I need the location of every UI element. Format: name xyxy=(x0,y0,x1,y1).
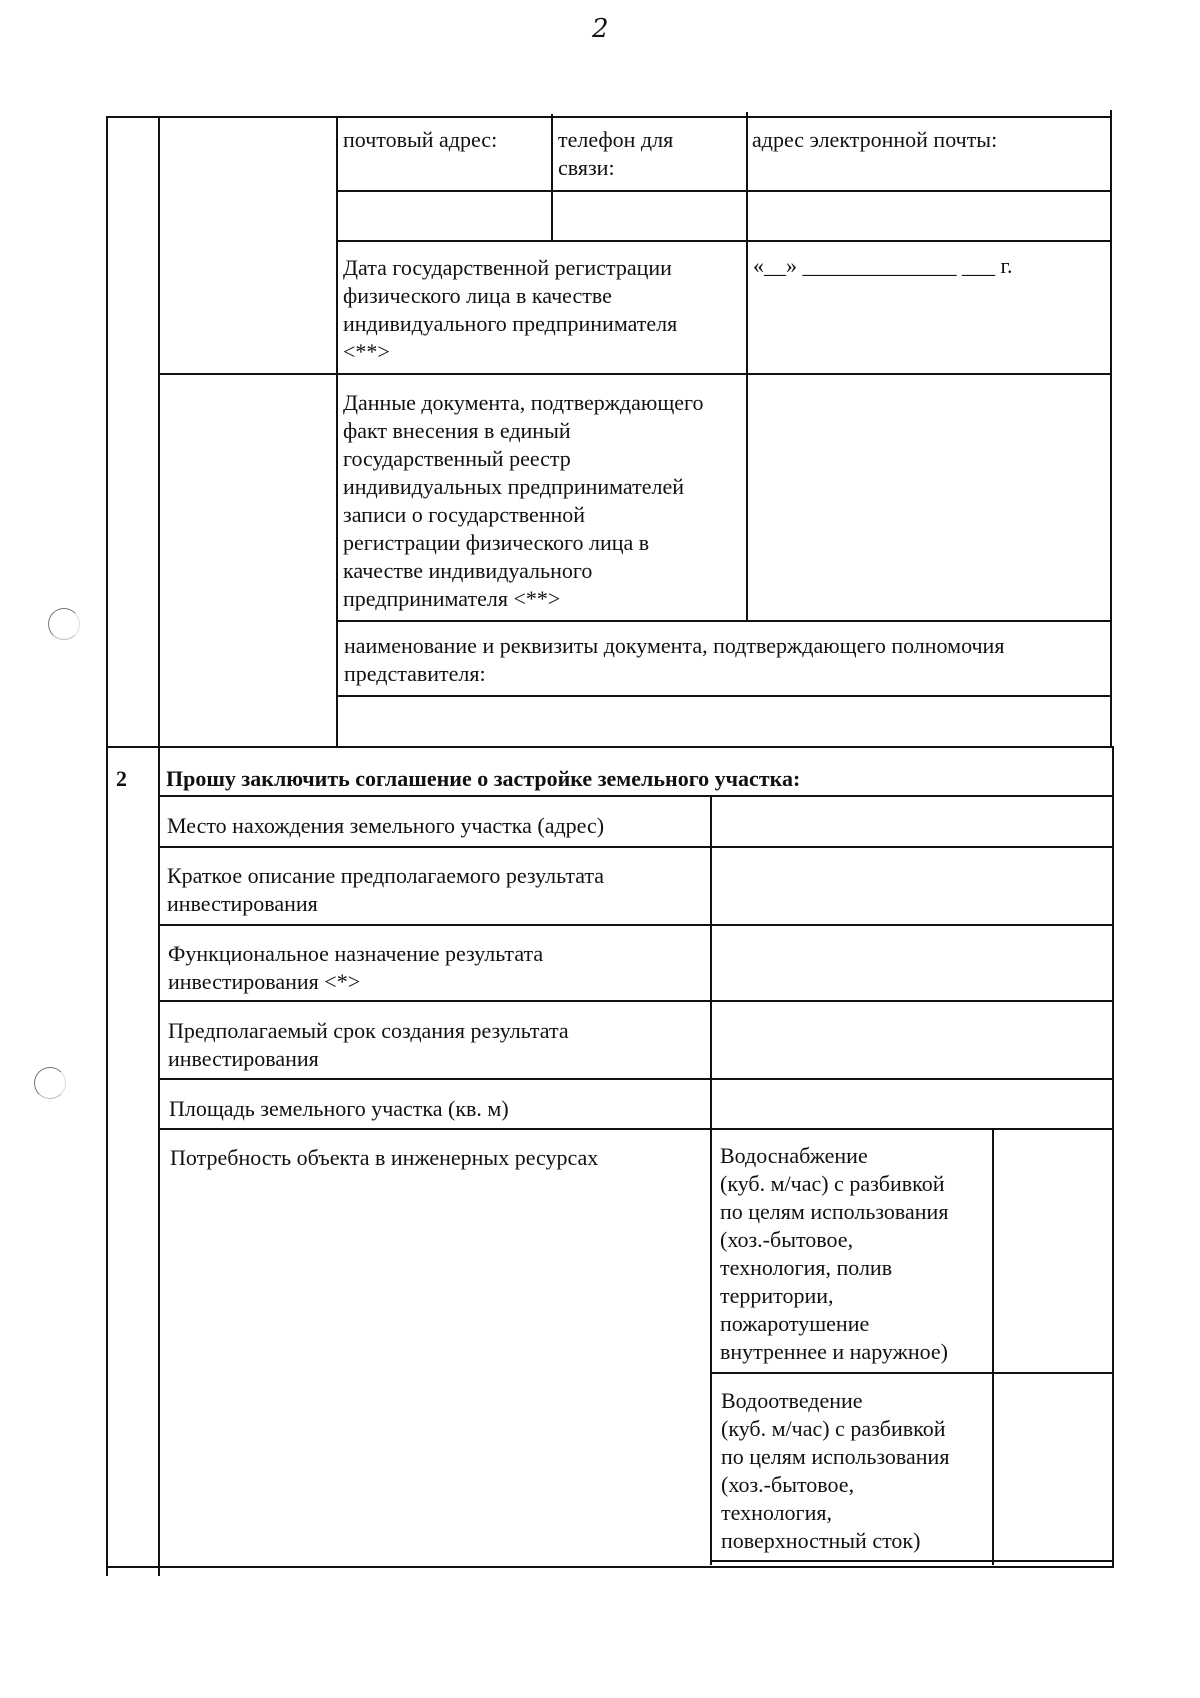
water-disposal-label xyxy=(721,1387,949,1555)
row-term-bottom xyxy=(158,1078,1114,1080)
border-left xyxy=(106,116,108,1576)
phone-label xyxy=(558,126,673,182)
border-col-phone xyxy=(551,114,553,240)
row-location-bottom xyxy=(158,846,1114,848)
registration-date-line: Дата государственной регистрации xyxy=(343,255,672,280)
border-col-value xyxy=(746,112,748,620)
row-description-line: Краткое описание предполагаемого результата xyxy=(167,863,605,888)
section2-title-bottom xyxy=(158,795,1114,797)
water-disposal-line: Водоотведение xyxy=(721,1388,863,1413)
section2-value-col xyxy=(710,795,712,1565)
water-supply-label xyxy=(720,1142,948,1366)
register-document-line: записи о государственной xyxy=(343,502,586,527)
water-supply-line: пожаротушение xyxy=(720,1311,870,1336)
postal-address-label: почтовый адрес: xyxy=(343,127,498,152)
registration-date-line: индивидуального предпринимателя xyxy=(343,311,678,336)
row-contact-divider xyxy=(336,190,1111,192)
border-right-top xyxy=(1110,110,1112,748)
border-bottom xyxy=(106,1566,1114,1568)
email-label: адрес электронной почты: xyxy=(752,127,998,152)
page-number: 2 xyxy=(592,14,609,44)
water-disposal-line: поверхностный сток) xyxy=(721,1528,921,1553)
row-location-label: Место нахождения земельного участка (адрес) xyxy=(167,813,605,838)
section2-number: 2 xyxy=(116,766,127,791)
section2-title: Прошу заключить соглашение о застройке земельного участка: xyxy=(166,766,801,791)
water-disposal-line: (куб. м/час) с разбивкой xyxy=(721,1416,946,1441)
resources-label: Потребность объекта в инженерных ресурсах xyxy=(170,1145,599,1170)
water-disposal-line: по целям использования xyxy=(721,1444,950,1469)
phone-label-line1: телефон для xyxy=(558,127,674,152)
section2-right xyxy=(1112,746,1114,1566)
water-supply-line: по целям использования xyxy=(720,1199,949,1224)
row-registration-bottom xyxy=(158,373,1111,375)
row-area-label: Площадь земельного участка (кв. м) xyxy=(169,1096,509,1121)
register-document-line: государственный реестр xyxy=(343,446,571,471)
register-document-line: факт внесения в единый xyxy=(343,418,571,443)
resources-value-col xyxy=(992,1128,994,1565)
row-description-line: инвестирования xyxy=(167,891,318,916)
row-function-label xyxy=(168,940,543,996)
water-supply-line: территории, xyxy=(720,1283,834,1308)
border-col-sub xyxy=(336,116,338,746)
water-supply-line: (куб. м/час) с разбивкой xyxy=(720,1171,945,1196)
register-document-line: индивидуальных предпринимателей xyxy=(343,474,684,499)
register-document-line: Данные документа, подтверждающего xyxy=(343,390,704,415)
row-area-bottom xyxy=(158,1128,1114,1130)
row-function-line: Функциональное назначение результата xyxy=(168,941,544,966)
row-function-bottom xyxy=(158,1000,1114,1002)
row-representative-divider xyxy=(336,695,1111,697)
representative-line: представителя: xyxy=(344,661,486,686)
water-supply-line: внутреннее и наружное) xyxy=(720,1339,948,1364)
border-top xyxy=(106,116,1111,118)
registration-date-line: <**> xyxy=(343,339,390,364)
representative-line: наименование и реквизиты документа, подтверждающего полномочия xyxy=(344,633,1005,658)
row-term-line: инвестирования xyxy=(168,1046,319,1071)
register-document-line: качестве индивидуального xyxy=(343,558,593,583)
row-function-line: инвестирования <*> xyxy=(168,969,361,994)
row-term-label xyxy=(168,1017,569,1073)
water-disposal-line: (хоз.-бытовое, xyxy=(721,1472,855,1497)
row-water-supply-bottom xyxy=(710,1372,1114,1374)
row-register-doc-bottom xyxy=(336,620,1111,622)
register-document-label xyxy=(343,389,704,613)
registration-date-template: «__» ______________ ___ г. xyxy=(753,253,1013,278)
water-supply-line: (хоз.-бытовое, xyxy=(720,1227,854,1252)
water-supply-line: Водоснабжение xyxy=(720,1143,868,1168)
row-description-bottom xyxy=(158,924,1114,926)
register-document-line: регистрации физического лица в xyxy=(343,530,650,555)
registration-date-label xyxy=(343,254,677,366)
phone-label-line2: связи: xyxy=(558,155,615,180)
row-contact-bottom xyxy=(336,240,1111,242)
water-disposal-line: технология, xyxy=(721,1500,832,1525)
representative-document-label xyxy=(344,632,1004,688)
row-description-label xyxy=(167,862,604,918)
row-term-line: Предполагаемый срок создания результата xyxy=(168,1018,569,1043)
register-document-line: предпринимателя <**> xyxy=(343,586,561,611)
section2-top xyxy=(106,746,1112,748)
row-water-disposal-bottom xyxy=(710,1560,1114,1562)
water-supply-line: технология, полив xyxy=(720,1255,893,1280)
registration-date-line: физического лица в качестве xyxy=(343,283,612,308)
